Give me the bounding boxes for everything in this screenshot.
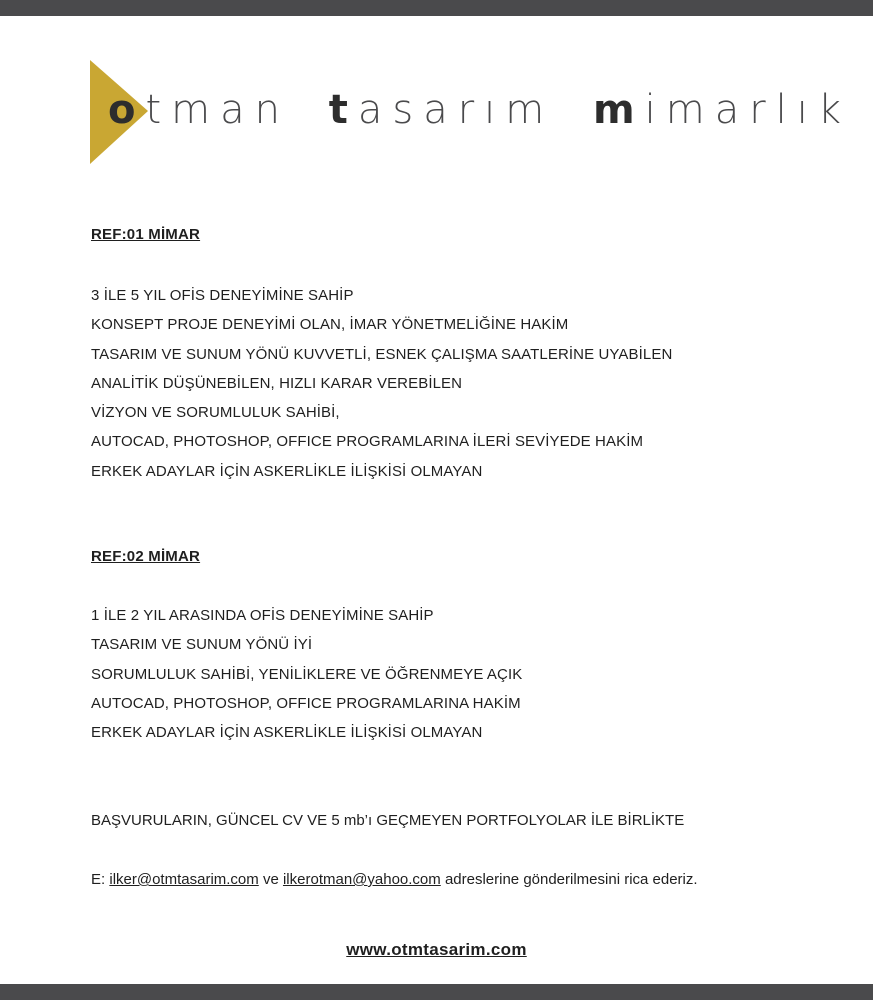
email-link-secondary[interactable]: ilkerotman@yahoo.com — [282, 871, 441, 888]
logo-word-2-initial: t — [328, 87, 358, 133]
requirement-item: SORUMLULUK SAHİBİ, YENİLİKLERE VE ÖĞRENMEYE AÇIK — [91, 665, 523, 683]
logo-word-3-initial: m — [592, 87, 645, 133]
ref-02-title: REF:02 MİMAR — [91, 548, 201, 565]
requirement-item: ERKEK ADAYLAR İÇİN ASKERLİKLE İLİŞKİSİ OLMAYAN — [91, 462, 483, 480]
website-link[interactable]: www.otmtasarim.com — [346, 940, 527, 959]
requirement-item: VİZYON VE SORUMLULUK SAHİBİ, — [91, 404, 340, 422]
logo-wordmark — [108, 80, 851, 140]
ref-02-requirements — [91, 601, 522, 747]
company-logo — [90, 60, 852, 170]
requirement-item: TASARIM VE SUNUM YÖNÜ İYİ — [91, 636, 313, 654]
logo-word-1-rest: tman — [145, 87, 290, 133]
requirement-item: ANALİTİK DÜŞÜNEBİLEN, HIZLI KARAR VEREBİLEN — [91, 374, 463, 392]
logo-word-3-rest: imarlık — [644, 87, 852, 133]
logo-word-1-initial: o — [108, 87, 146, 133]
requirement-item: 3 İLE 5 YIL OFİS DENEYİMİNE SAHİP — [91, 287, 354, 304]
email-link-primary[interactable]: ilker@otmtasarim.com — [109, 871, 259, 888]
contact-line — [91, 871, 698, 888]
requirement-item: KONSEPT PROJE DENEYİMİ OLAN, İMAR YÖNETMELİĞİNE HAKİM — [91, 316, 569, 334]
requirement-item: ERKEK ADAYLAR İÇİN ASKERLİKLE İLİŞKİSİ OLMAYAN — [91, 724, 483, 742]
logo-word-2-rest: asarım — [357, 87, 555, 133]
requirement-item: TASARIM VE SUNUM YÖNÜ KUVVETLİ, ESNEK ÇALIŞMA SAATLERİNE UYABİLEN — [91, 345, 673, 363]
ref-01-requirements — [91, 281, 672, 486]
application-note: BAŞVURULARIN, GÜNCEL CV VE 5 mb’ı GEÇMEYEN PORTFOLYOLAR İLE BİRLİKTE — [91, 812, 685, 829]
contact-joiner: ve — [262, 871, 279, 888]
top-bar — [0, 0, 873, 16]
bottom-bar — [0, 984, 873, 1000]
contact-prefix: E: — [91, 871, 106, 888]
contact-suffix: adreslerine gönderilmesini rica ederiz. — [444, 871, 698, 888]
requirement-item: AUTOCAD, PHOTOSHOP, OFFICE PROGRAMLARINA İLERİ SEVİYEDE HAKİM — [91, 433, 644, 451]
requirement-item: AUTOCAD, PHOTOSHOP, OFFICE PROGRAMLARINA HAKİM — [91, 694, 521, 712]
ref-01-title: REF:01 MİMAR — [91, 226, 201, 243]
requirement-item: 1 İLE 2 YIL ARASINDA OFİS DENEYİMİNE SAHİP — [91, 607, 434, 624]
